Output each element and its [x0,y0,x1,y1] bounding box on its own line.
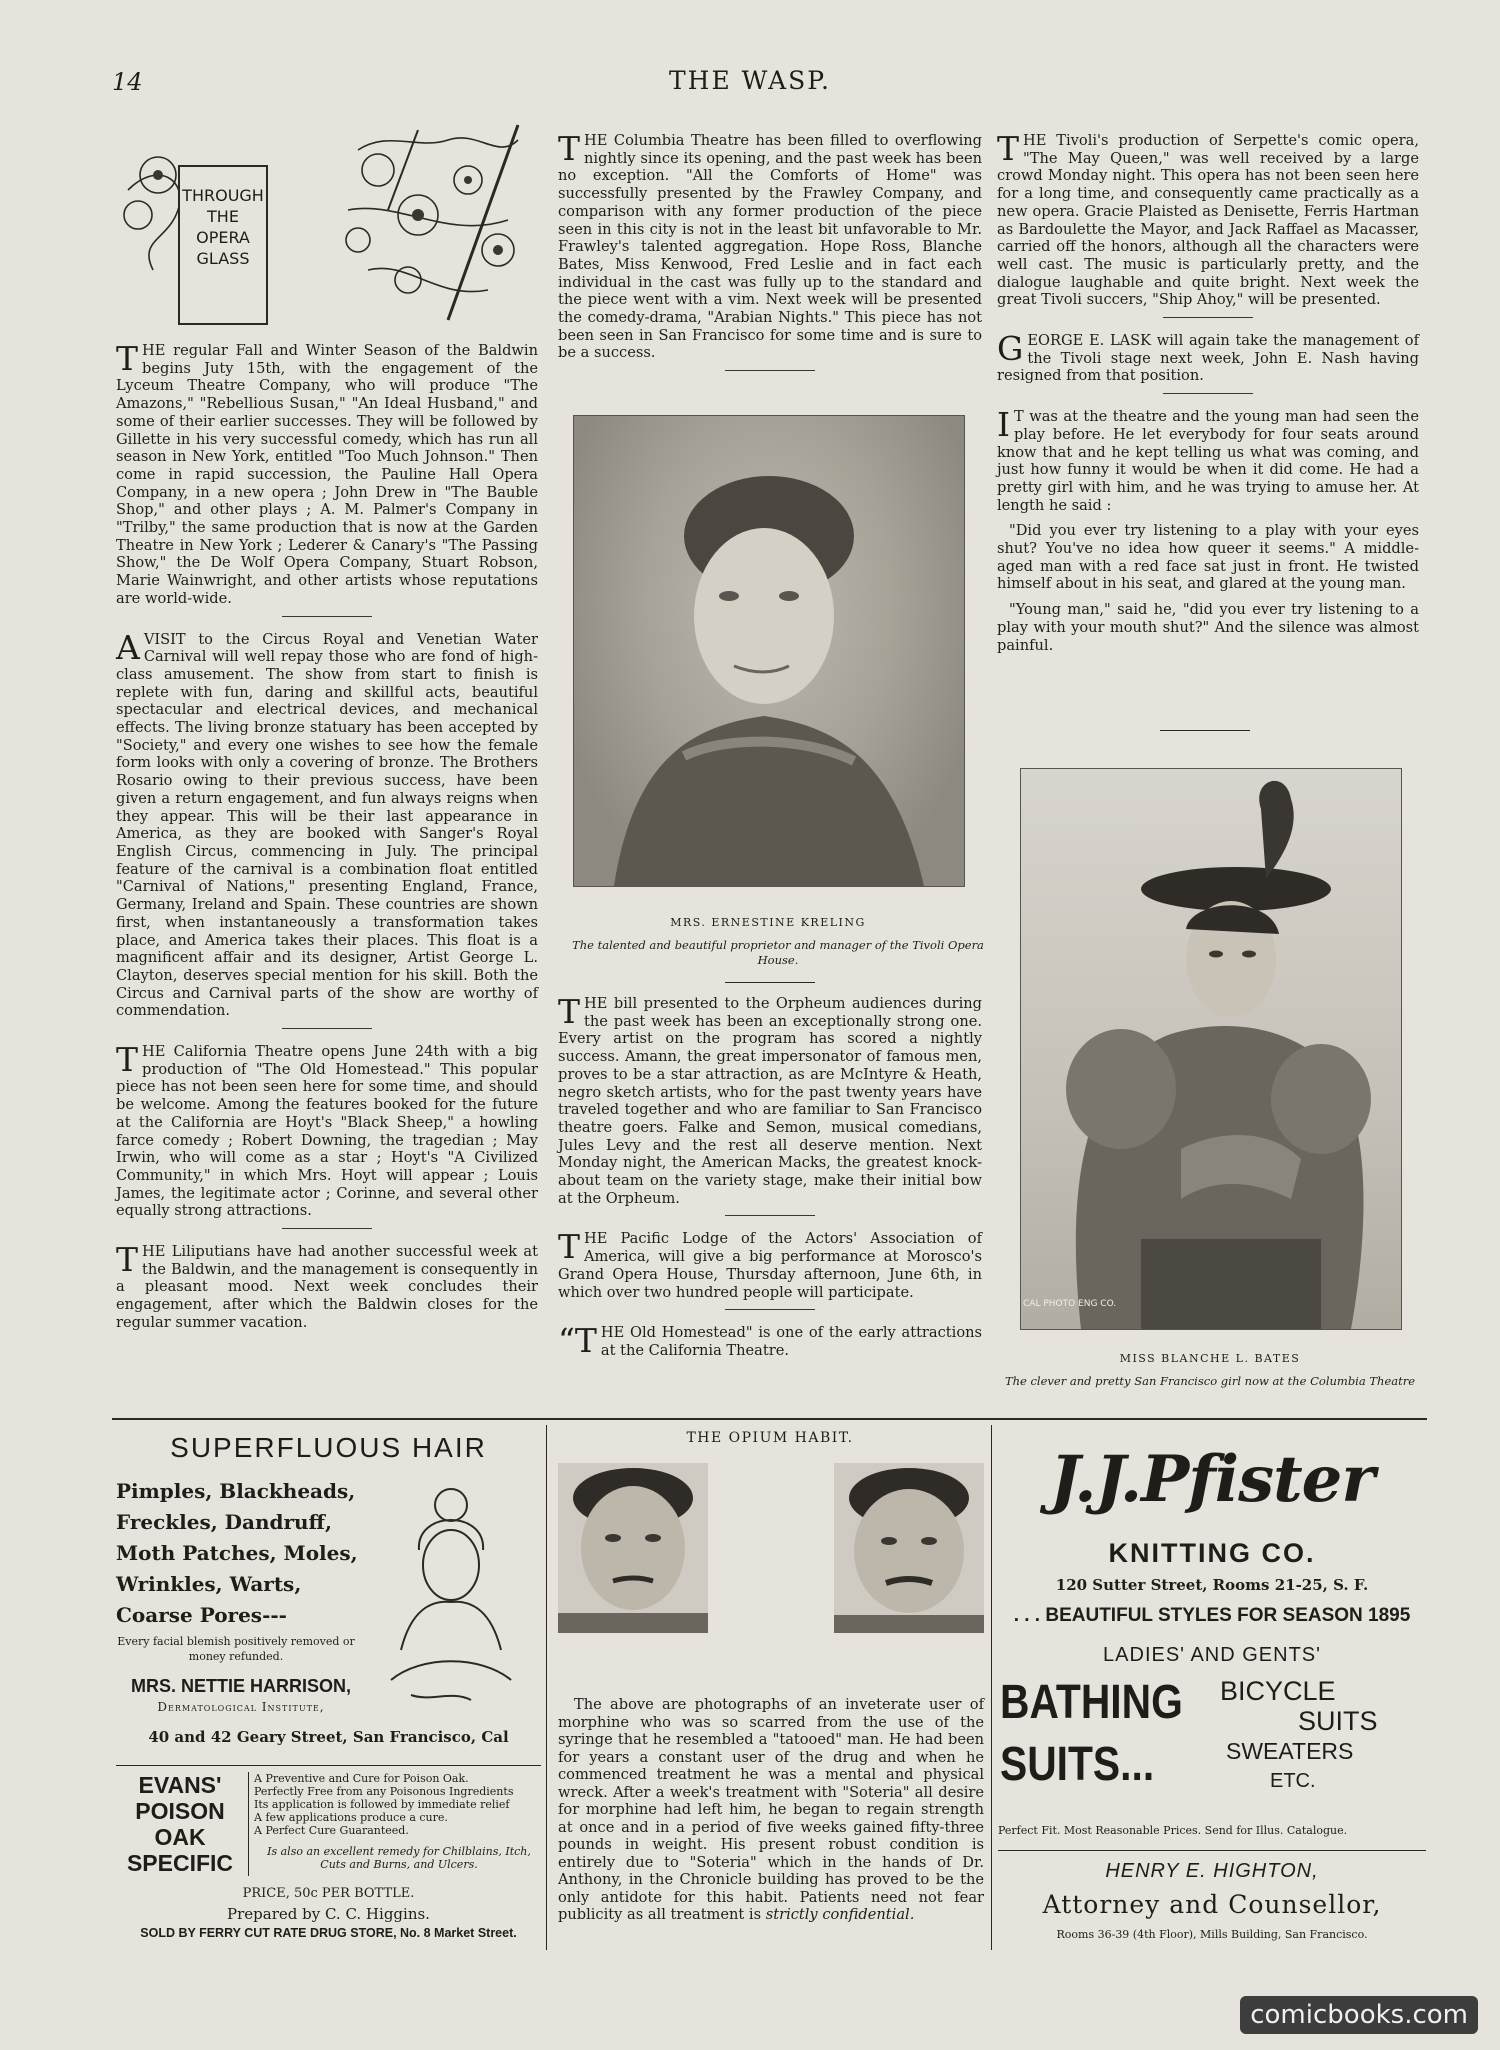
ad-item: Coarse Pores--- [116,1603,287,1627]
pfister-right-line: BICYCLE [1220,1676,1336,1706]
pfister-right-line: SUITS [1298,1706,1378,1736]
portrait-kreling [573,415,965,887]
photo-subcaption: The clever and pretty San Francisco girl now at the Columbia Theatre [1004,1374,1416,1388]
ad-item: Pimples, Blackheads, [116,1479,356,1503]
badge-line: OPERA [196,228,250,247]
divider [725,370,815,371]
article-paragraph [997,522,1419,593]
pfister-bathing [1000,1672,1183,1796]
photo-subcaption: The talented and beautiful proprietor and manager of the Tivoli Opera House. [572,938,984,967]
opium-photo-before [558,1463,708,1633]
pfister-logo: J.J.Pfister [1049,1442,1375,1517]
ad-title: SUPERFLUOUS HAIR [170,1432,487,1463]
opium-emphasis: strictly confidential. [765,1906,915,1923]
drop-cap: G [997,329,1024,369]
divider [725,1215,815,1216]
pfister-bathing-line: BATHING [1000,1676,1183,1729]
ad-list [116,1476,358,1631]
divider [725,1309,815,1310]
divider [1160,730,1250,731]
page-number: 14 [112,68,143,96]
pfister-right-line: ETC. [1270,1770,1316,1792]
article-text: "Did you ever try listening to a play with your eyes shut? You've no idea how queer it seems." A middle-aged man with a red face sat just in front. He twisted himself about in his seat, and glared at the young man. [997,522,1419,593]
ad-title-line: SPECIFIC [126,1850,234,1876]
article [997,329,1419,385]
drop-cap: T [558,992,581,1031]
watermark: comicbooks.com [1240,1996,1478,2034]
pfister-address: 120 Sutter Street, Rooms 21-25, S. F. [1055,1576,1369,1594]
article [116,1040,538,1220]
pfister-company: KNITTING CO. [1108,1538,1316,1568]
column-1 [116,339,538,1340]
ad-sold: SOLD BY FERRY CUT RATE DRUG STORE, No. 8 Market Street. [140,1926,517,1940]
article-text: HE regular Fall and Winter Season of the Baldwin begins Juty 15th, with the engagement of the Lyceum Theatre Company, who will produce "The Amazons," "Rebellious Susan," "An Ideal Husband," and some of their earlier successes. They will be followed by Gillette in his very successful comedy, which has run all season in New York, entitled "Too Much Johnson." Then come in rapid succession, the Pauline Hall Opera Company, in a new opera ; John Drew in "The Bauble Shop," and other plays ; A. M. Palmer's Company in "Trilby," the same production that is now at the Garden Theatre in New York ; Lederer & Canary's "The Passing Show," the De Wolf Opera Company, Stuart Robson, Marie Wainwright, and other artists whose reputations are world-wide. [116,342,538,607]
article [116,1240,538,1332]
opium-text [558,1696,984,1924]
section-badge [178,165,268,325]
article-text: HE California Theatre opens June 24th with a big production of "The Old Homestead." This popular piece has not been seen here for some time, and should be welcome. Among the features booked for the future at the California are Hoyt's "Black Sheep," a howling farce comedy ; Robert Downing, the tragedian ; May Irwin, who will come as a star ; Hoyt's "A Civilized Community," in which Mrs. Hoyt will appear ; Louis James, the legitimate actor ; Corinne, and several other equally strong attractions. [116,1043,538,1220]
ad-claim: Its application is followed by immediate relief [254,1798,510,1811]
ad-title-line: EVANS' [138,1772,222,1798]
article [558,129,982,362]
drop-cap: T [558,129,581,168]
article-text: HE Tivoli's production of Serpette's comic opera, "The May Queen," was well received by a large crowd Monday night. This opera has not been seen here for a long time, and consequently came practically as a new opera. Gracie Plaisted as Denisette, Ferris Hartman as Bardoulette the Mayor, and Jack Raffael as Macasser, carried off the honors, although all the characters were well cast. The music is particularly pretty, and the dialogue laughable and quite bright. Next week the great Tivoli succers, "Ship Ahoy," will be presented. [997,132,1419,309]
column-2-top [558,129,982,385]
drop-cap: I [997,405,1011,445]
drop-cap: T [116,1240,139,1280]
ad-separator [546,1425,547,1950]
lady-illustration [371,1480,531,1710]
drop-cap: T [558,1227,581,1267]
divider [998,1850,1426,1851]
drop-cap: “T [558,1321,597,1361]
article-text: HE Old Homestead" is one of the early attractions at the California Theatre. [600,1324,982,1359]
article [116,627,538,1020]
badge-line: THE [207,207,239,226]
ad-highton [998,1858,1426,1948]
ad-superfluous-hair [116,1430,541,1755]
ad-claim: A Preventive and Cure for Poison Oak. [254,1772,469,1785]
engraver-credit: CAL PHOTO ENG CO. [1023,1299,1117,1309]
pfister-right-line: SWEATERS [1226,1738,1354,1764]
ad-title-line: POISON [135,1798,225,1824]
column-2-bottom [558,992,982,1368]
divider [282,1028,372,1029]
ad-name: MRS. NETTIE HARRISON, [130,1676,351,1696]
ad-address: 40 and 42 Geary Street, San Francisco, Cal [148,1728,509,1746]
divider [282,1228,372,1229]
ad-claim: A Perfect Cure Guaranteed. [254,1824,409,1837]
ad-prepared: Prepared by C. C. Higgins. [227,1905,430,1923]
divider [1163,393,1253,394]
column-3 [997,129,1419,662]
masthead: THE WASP. [668,66,831,95]
ad-price: PRICE, 50c PER BOTTLE. [242,1886,415,1901]
ad-title-block [116,1772,249,1876]
drop-cap: T [997,129,1020,168]
article-text: "Young man," said he, "did you ever try listening to a play with your mouth shut?" And the silence was almost painful. [997,601,1419,654]
highton-title: Attorney and Counsellor, [1042,1890,1382,1919]
article-text: EORGE E. LASK will again take the management of the Tivoli stage next week, John E. Nash having resigned from that position. [997,332,1419,385]
ad-claim-note: Is also an excellent remedy for Chilblains, Itch, Cuts and Burns, and Ulcers. [267,1845,531,1871]
ad-separator [991,1425,992,1950]
ad-title-line: OAK [154,1824,206,1850]
opium-body: The above are photographs of an inveterate user of morphine who was so scarred from the use of the syringe that he resembled a "tatooed" man. He had been for years a constant user of the drug and when he commenced treatment he was a mental and physical wreck. After a week's treatment with "Soteria" all desire for morphine had left him, he began to regain strength at once and in a period of five weeks gained fifty-three pounds in weight. His present robust condition is entirely due to "Soteria" which in the hands of Dr. Anthony, in the Chronicle building has proved to be the only antidote for this habit. Patients need not fear publicity as all treatment is [558,1696,984,1923]
drop-cap: T [116,339,139,378]
section-header-illustration [118,120,528,335]
photo-caption: MRS. ERNESTINE KRELING [670,916,866,929]
article-text: HE bill presented to the Orpheum audiences during the past week has been an exceptionally strong one. Every artist on the program has scored a nightly success. Amann, the great impersonator of famous men, proves to be a star attraction, as are McIntyre & Heath, negro sketch artists, who for the past twenty years have traveled together and who are familiar to San Francisco theatre goers. Falke and Semon, musical comedians, Jules Levy and the rest all deserve mention. Next Monday night, the American Macks, the greatest knock-about team on the variety stage, make their initial bow at the Orpheum. [558,995,982,1207]
pfister-bathing-line: SUITS... [1000,1738,1155,1791]
article [558,992,982,1207]
drop-cap: A [116,627,140,667]
article [558,1227,982,1301]
divider [282,616,372,617]
ad-item: Freckles, Dandruff, [116,1510,332,1534]
highton-name: HENRY E. HIGHTON, [1105,1860,1319,1882]
article-text: HE Liliputians have had another successful week at the Baldwin, and the management is consequently in a pleasant mood. Next week concludes their engagement, after which the Baldwin closes for the regular summer vacation. [116,1243,538,1331]
article-text: HE Columbia Theatre has been filled to overflowing nightly since its opening, and the past week has been no exception. "All the Comforts of Home" was successfully presented by the Frawley Company, and comparison with any former production of the piece seen in this city is not in the least bit unfavorable to Mr. Frawley's talented aggregation. Hope Ross, Blanche Bates, Miss Kenwood, Fred Leslie and in fact each individual in the cast was fully up to the standard and the piece went with a vim. Next week will be presented the comedy-drama, "Arabian Nights." This piece has not been seen in San Francisco for some time and is sure to be a success. [558,132,982,362]
portrait-bates [1020,768,1402,1330]
ads-top-rule [112,1418,1427,1420]
article [558,1321,982,1361]
article [997,405,1419,514]
article [116,339,538,608]
article [997,129,1419,309]
ad-pfister [998,1430,1426,1850]
divider [116,1765,541,1766]
badge-line: GLASS [196,249,250,268]
article-paragraph [997,601,1419,654]
article-text: VISIT to the Circus Royal and Venetian Water Carnival will well repay those who are fond of high-class amusement. The show from start to finish is replete with fun, daring and skillful acts, beautiful spectacular and electrical devices, and mechanical effects. The living bronze statuary has been accepted by "Society," and every one wishes to see how the female form looks with only a covering of bronze. The Brothers Rosario owing to their previous success, have been given a return engagement, and fun always reigns when they appear. This will be their last appearance in America, as they are booked with Sanger's Royal English Circus, commencing in July. The principal feature of the carnival is a combination float entitled "Carnival of Nations," presenting England, France, Germany, Ireland and Spain. These countries are shown first, when instantaneously a transformation takes place, and America takes their places. This float is a magnificent affair and its designer, Artist George L. Clayton, deserves special mention for his skill. Both the Circus and Carnival parts of the show are worthy of commendation. [116,630,538,1020]
article-text: T was at the theatre and the young man had seen the play before. He let everybody for four seats around know that and he kept telling us what was coming, and just how funny it would be when it did come. He had a pretty girl with him, and he was trying to amuse her. At length he said : [997,408,1419,514]
ad-note: Every facial blemish positively removed or money refunded. [117,1635,355,1663]
drop-cap: T [116,1040,139,1080]
ad-claims [254,1772,544,1871]
article-text: HE Pacific Lodge of the Actors' Association of America, will give a big performance at Morosco's Grand Opera House, Thursday afternoon, June 6th, in which over two hundred people will participate. [558,1230,982,1301]
opium-photo-after [834,1463,984,1633]
pfister-footer: Perfect Fit. Most Reasonable Prices. Send for Illus. Catalogue. [998,1824,1348,1837]
ad-item: Moth Patches, Moles, [116,1541,358,1565]
ad-item: Wrinkles, Warts, [116,1572,302,1596]
photo-caption: MISS BLANCHE L. BATES [1119,1352,1301,1365]
divider [1163,317,1253,318]
highton-address: Rooms 36-39 (4th Floor), Mills Building, San Francisco. [1056,1928,1368,1941]
opium-title: THE OPIUM HABIT. [686,1430,854,1446]
pfister-ladies: LADIES' AND GENTS' [1103,1644,1321,1666]
divider [725,982,815,983]
ad-institute: Dermatological Institute, [157,1700,325,1714]
badge-line: THROUGH [182,186,264,205]
ad-claim: Perfectly Free from any Poisonous Ingredients [254,1785,514,1798]
opium-article [556,1430,984,1950]
pfister-right [1208,1676,1426,1796]
pfister-styles: . . . BEAUTIFUL STYLES FOR SEASON 1895 [1013,1605,1411,1626]
ad-claim: A few applications produce a cure. [254,1811,448,1824]
ad-poison-oak [116,1772,541,1947]
